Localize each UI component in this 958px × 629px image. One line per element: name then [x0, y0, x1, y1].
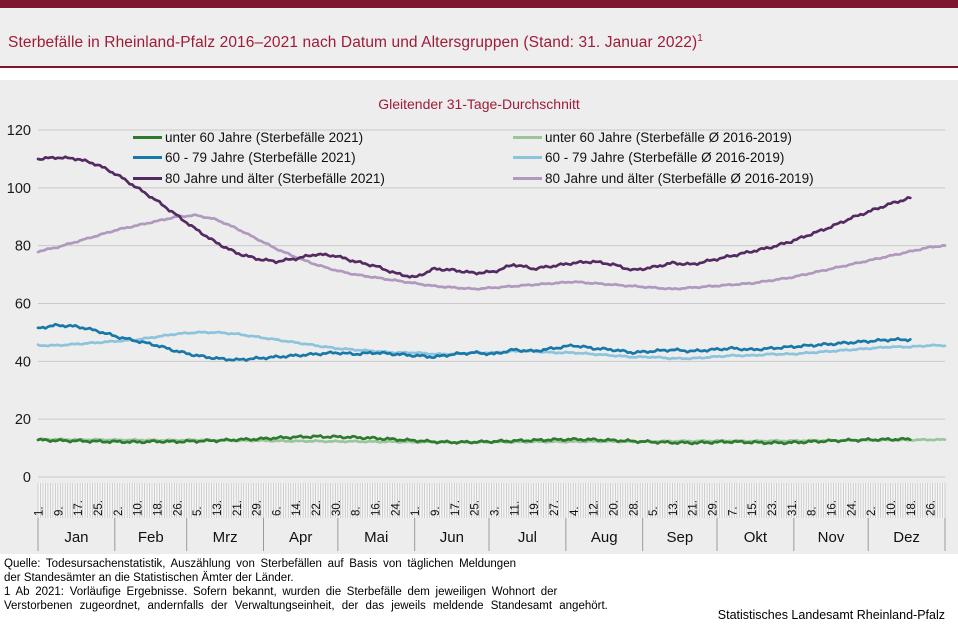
- svg-text:Mai: Mai: [364, 529, 389, 546]
- svg-text:7.: 7.: [727, 506, 740, 516]
- legend-column-average: [513, 127, 814, 189]
- legend-label: 60 - 79 Jahre (Sterbefälle 2021): [165, 150, 356, 166]
- svg-text:18.: 18.: [152, 500, 165, 516]
- legend-line-swatch: [513, 177, 542, 180]
- legend-label: unter 60 Jahre (Sterbefälle Ø 2016-2019): [545, 129, 792, 145]
- svg-text:19.: 19.: [529, 500, 542, 516]
- svg-text:21.: 21.: [687, 500, 700, 516]
- page-title: [8, 33, 703, 52]
- legend-label: 60 - 79 Jahre (Sterbefälle Ø 2016-2019): [545, 150, 785, 166]
- svg-text:8.: 8.: [350, 506, 363, 516]
- svg-text:18.: 18.: [905, 500, 918, 516]
- legend-line-swatch: [513, 136, 542, 139]
- data-series-lines: [38, 157, 945, 444]
- svg-text:16.: 16.: [370, 500, 383, 516]
- legend-item: [513, 148, 814, 169]
- chart-subtitle: Gleitender 31-Tage-Durchschnitt: [378, 96, 580, 112]
- chart-section: [0, 80, 958, 554]
- svg-text:13.: 13.: [211, 500, 224, 516]
- svg-text:Jun: Jun: [439, 529, 464, 546]
- svg-text:60: 60: [14, 296, 31, 313]
- legend-item: [133, 127, 385, 148]
- x-axis-month-row: [38, 518, 945, 551]
- source-line: Quelle: Todesursachenstatistik, Auszählung von Sterbefällen auf Basis von täglichen Meldungen: [4, 558, 516, 570]
- svg-text:17.: 17.: [449, 500, 462, 516]
- svg-text:Dez: Dez: [893, 529, 920, 546]
- svg-text:12.: 12.: [588, 500, 601, 516]
- legend-item: [133, 168, 385, 189]
- svg-text:100: 100: [6, 180, 31, 197]
- svg-text:26.: 26.: [172, 500, 185, 516]
- svg-text:Okt: Okt: [743, 529, 768, 546]
- svg-text:23.: 23.: [767, 500, 780, 516]
- top-accent-bar: [0, 0, 958, 8]
- series-line: [38, 215, 945, 290]
- svg-text:Mrz: Mrz: [212, 529, 238, 546]
- svg-text:Nov: Nov: [817, 529, 845, 546]
- legend-column-2021: [133, 127, 385, 189]
- svg-text:14.: 14.: [291, 500, 304, 516]
- svg-text:9.: 9.: [430, 506, 443, 516]
- svg-text:0: 0: [22, 470, 31, 486]
- svg-text:25.: 25.: [92, 500, 105, 516]
- svg-text:10.: 10.: [885, 500, 898, 516]
- svg-text:24.: 24.: [390, 500, 403, 516]
- svg-text:17.: 17.: [73, 500, 86, 516]
- svg-text:13.: 13.: [667, 500, 680, 516]
- svg-text:25.: 25.: [469, 500, 482, 516]
- svg-text:6.: 6.: [271, 506, 284, 516]
- legend-label: unter 60 Jahre (Sterbefälle 2021): [165, 129, 364, 145]
- svg-text:Sep: Sep: [666, 529, 694, 546]
- source-line: der Standesämter an die Statistischen Ämter der Länder.: [4, 572, 294, 584]
- source-text: [4, 557, 724, 613]
- svg-text:2.: 2.: [866, 506, 879, 516]
- legend-line-swatch: [133, 136, 162, 139]
- legend-item: [133, 148, 385, 169]
- svg-text:1.: 1.: [410, 506, 423, 516]
- svg-text:5.: 5.: [192, 506, 205, 516]
- svg-text:20: 20: [14, 412, 31, 429]
- page-title-text: Sterbefälle in Rheinland-Pfalz 2016–2021 nach Datum und Altersgruppen (Stand: 31. Januar 2022): [8, 34, 698, 52]
- svg-text:11.: 11.: [509, 500, 522, 516]
- svg-text:8.: 8.: [806, 506, 819, 516]
- y-axis-labels: [7, 123, 31, 486]
- svg-text:2.: 2.: [112, 506, 125, 516]
- svg-text:22.: 22.: [311, 500, 324, 516]
- svg-text:3.: 3.: [489, 506, 502, 516]
- svg-text:9.: 9.: [53, 506, 66, 516]
- legend-label: 80 Jahre und älter (Sterbefälle Ø 2016-2019): [545, 170, 814, 186]
- svg-text:24.: 24.: [846, 500, 859, 516]
- svg-text:26.: 26.: [925, 500, 938, 516]
- svg-text:29.: 29.: [707, 500, 720, 516]
- svg-text:10.: 10.: [132, 500, 145, 516]
- svg-text:15.: 15.: [747, 500, 760, 516]
- svg-text:1.: 1.: [33, 506, 46, 516]
- footnote-line: 1 Ab 2021: Vorläufige Ergebnisse. Sofern bekannt, wurden die Sterbefälle dem jeweiligen Wohnort der: [4, 586, 558, 598]
- svg-text:16.: 16.: [826, 500, 839, 516]
- legend-line-swatch: [133, 177, 162, 180]
- svg-text:40: 40: [14, 354, 31, 371]
- svg-text:Jul: Jul: [517, 529, 538, 546]
- svg-text:29.: 29.: [251, 500, 264, 516]
- svg-text:28.: 28.: [628, 500, 641, 516]
- svg-text:Aug: Aug: [590, 529, 618, 546]
- svg-text:5.: 5.: [648, 506, 661, 516]
- legend-item: [513, 168, 814, 189]
- svg-text:80: 80: [14, 238, 31, 255]
- svg-text:21.: 21.: [231, 500, 244, 516]
- svg-text:20.: 20.: [608, 500, 621, 516]
- svg-text:120: 120: [6, 123, 31, 139]
- footer: [0, 554, 958, 629]
- svg-text:Apr: Apr: [289, 529, 313, 546]
- title-footnote-marker: 1: [697, 33, 703, 44]
- legend-line-swatch: [513, 156, 542, 159]
- svg-text:27.: 27.: [548, 500, 561, 516]
- header-band: [0, 8, 958, 68]
- svg-text:Feb: Feb: [137, 529, 164, 546]
- svg-text:31.: 31.: [786, 500, 799, 516]
- legend-line-swatch: [133, 156, 162, 159]
- svg-text:4.: 4.: [568, 506, 581, 516]
- legend-item: [513, 127, 814, 148]
- legend-label: 80 Jahre und älter (Sterbefälle 2021): [165, 170, 385, 186]
- publisher-credit: Statistisches Landesamt Rheinland-Pfalz: [717, 608, 945, 622]
- svg-text:30.: 30.: [330, 500, 343, 516]
- svg-text:Jan: Jan: [64, 529, 89, 546]
- footnote-line: Verstorbenen zugeordnet, andernfalls der Verwaltungseinheit, der das jeweils meldende Standesamt angehört.: [4, 600, 608, 612]
